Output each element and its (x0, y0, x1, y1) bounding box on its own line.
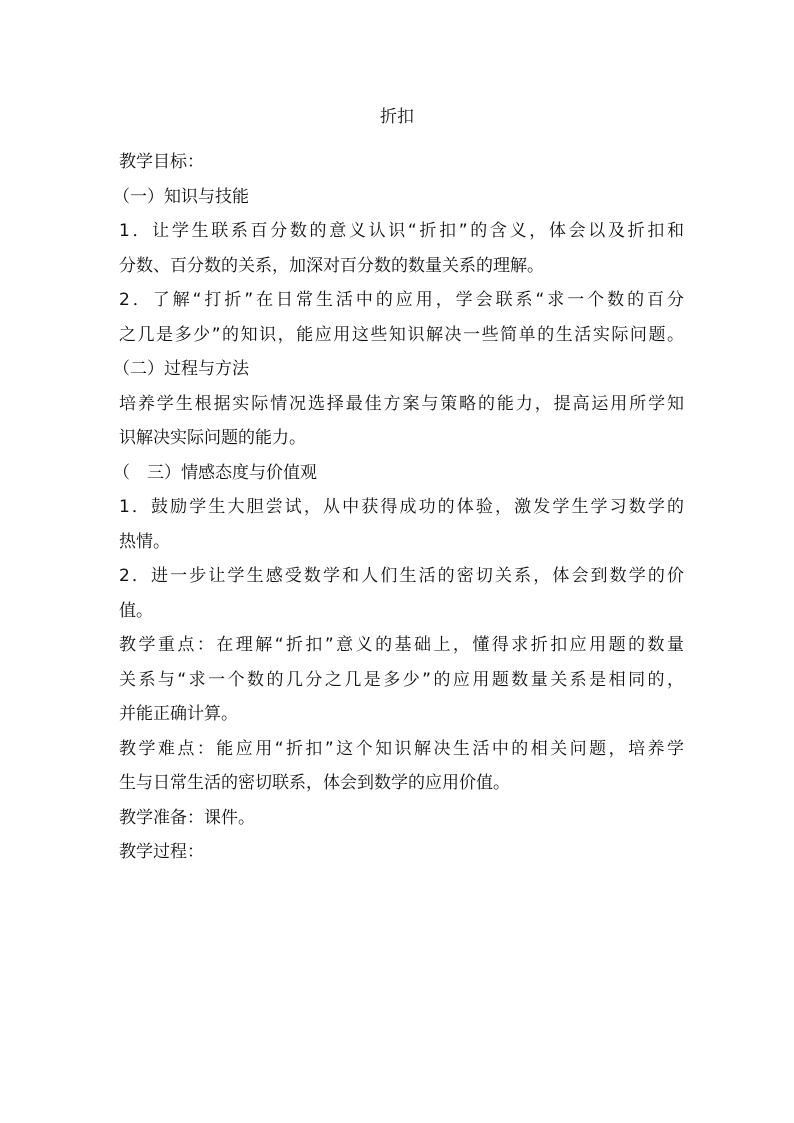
paragraph-line: 培养学生根据实际情况选择最佳方案与策略的能力，提高运用所学知 (119, 393, 684, 414)
paragraph-line-key-point: 关系与“求一个数的几分之几是多少”的应用题数量关系是相同的， (119, 669, 684, 690)
subsection-heading-emotion-values: （ 三）情感态度与价值观 (113, 462, 317, 483)
paragraph-line: 热情。 (119, 531, 170, 552)
paragraph-line: 值。 (119, 600, 153, 621)
paragraph-line: 之几是多少”的知识，能应用这些知识解决一些简单的生活实际问题。 (119, 324, 684, 345)
subsection-heading-process-method: （二）过程与方法 (113, 359, 249, 379)
document-body (113, 145, 684, 870)
paragraph-line: 2．了解“打折”在日常生活中的应用，学会联系“求一个数的百分 (119, 290, 684, 310)
paragraph-line: 1．让学生联系百分数的意义认识“折扣”的含义，体会以及折扣和 (119, 221, 684, 241)
paragraph-line-key-point: 教学重点：在理解“折扣”意义的基础上，懂得求折扣应用题的数量 (119, 635, 684, 655)
document-title: 折扣 (380, 107, 414, 127)
section-heading-teaching-process: 教学过程： (119, 842, 204, 862)
paragraph-line-preparation: 教学准备：课件。 (119, 807, 255, 828)
section-heading-teaching-goals: 教学目标： (119, 152, 204, 172)
paragraph-line: 分数、百分数的关系，加深对百分数的数量关系的理解。 (119, 255, 544, 276)
paragraph-line-difficulty: 生与日常生活的密切联系，体会到数学的应用价值。 (119, 773, 510, 793)
paragraph-line-difficulty: 教学难点：能应用“折扣”这个知识解决生活中的相关问题，培养学 (119, 738, 684, 759)
paragraph-line: 识解决实际问题的能力。 (119, 428, 306, 448)
paragraph-line: 1．鼓励学生大胆尝试，从中获得成功的体验，激发学生学习数学的 (119, 497, 684, 517)
paragraph-line: 2．进一步让学生感受数学和人们生活的密切关系，体会到数学的价 (119, 566, 684, 586)
paragraph-line-key-point: 并能正确计算。 (119, 704, 238, 724)
subsection-heading-knowledge-skills: （一）知识与技能 (113, 186, 249, 207)
